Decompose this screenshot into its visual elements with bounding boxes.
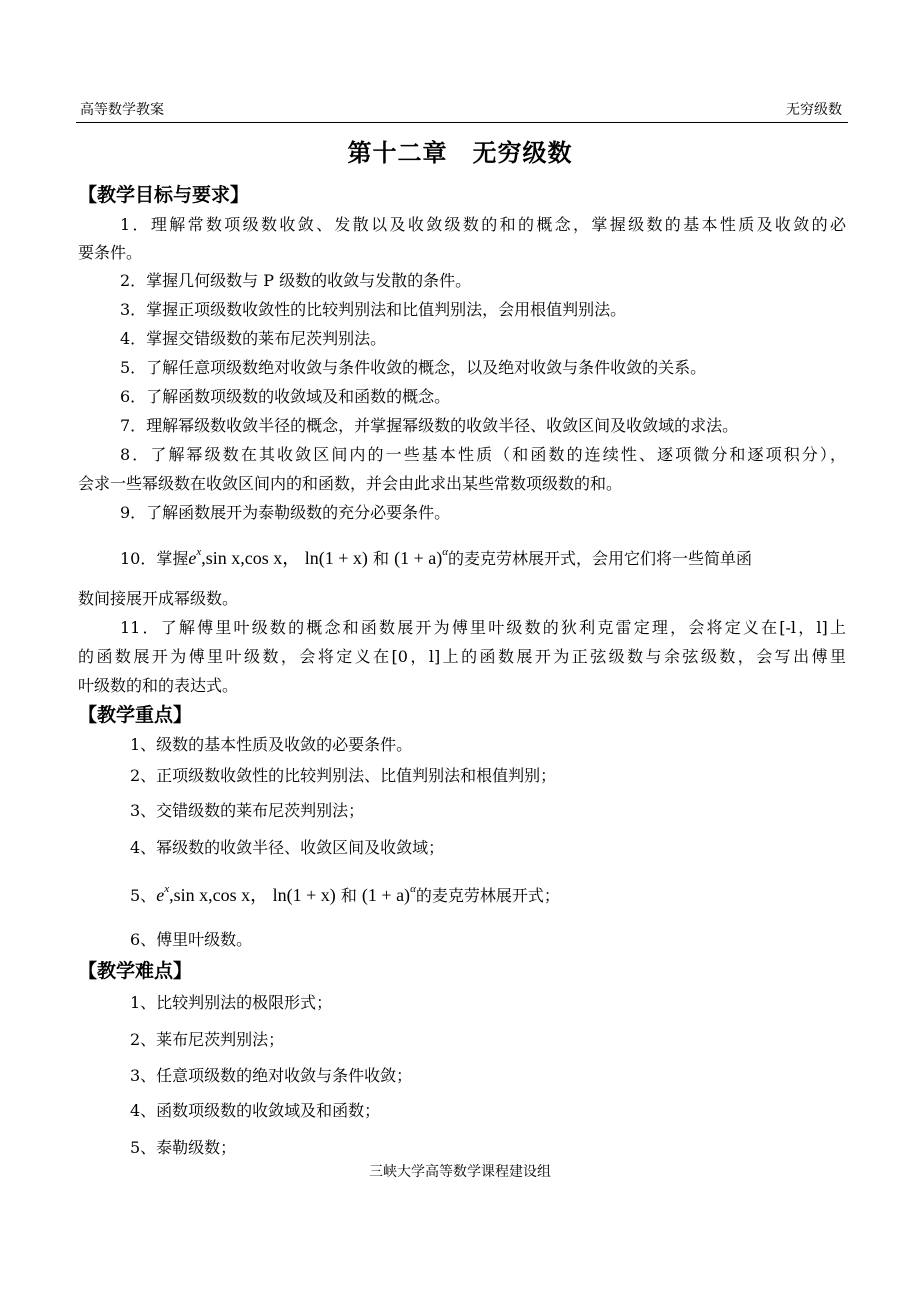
difficulty-4: 4、函数项级数的收敛域及和函数； <box>130 1101 381 1120</box>
math-sin-cos: ,sin x,cos x <box>201 548 283 568</box>
math-expansion-functions <box>188 548 368 568</box>
section-heading-objectives: 【教学目标与要求】 <box>78 184 250 206</box>
math-power-expression-2 <box>362 885 416 905</box>
objective-10-line-2: 数间接展开成幂级数。 <box>78 589 239 608</box>
section-heading-key-points: 【教学重点】 <box>78 704 193 726</box>
math-and: 和 <box>373 549 390 568</box>
key-point-1: 1、级数的基本性质及收敛的必要条件。 <box>130 735 413 754</box>
key-point-3: 3、交错级数的莱布尼茨判别法； <box>130 801 365 820</box>
objective-3: 3．掌握正项级数收敛性的比较判别法和比值判别法，会用根值判别法。 <box>120 300 627 319</box>
section-heading-difficulties: 【教学难点】 <box>78 960 193 982</box>
math-expansion-functions-2 <box>156 885 336 905</box>
math-ln-2: ln(1 + x) <box>272 885 336 905</box>
math-e-exponent-2: x <box>164 883 170 895</box>
objective-4: 4．掌握交错级数的莱布尼茨判别法。 <box>120 329 387 348</box>
objective-2: 2．掌握几何级数与 P 级数的收敛与发散的条件。 <box>120 271 472 290</box>
difficulty-2: 2、莱布尼茨判别法； <box>130 1030 285 1049</box>
objective-11-line-2: 的函数展开为傅里叶级数，会将定义在[0，l]上的函数展开为正弦级数与余弦级数，会写出傅里 <box>78 647 846 666</box>
objective-5: 5．了解任意项级数绝对收敛与条件收敛的概念，以及绝对收敛与条件收敛的关系。 <box>120 358 707 377</box>
objective-10-prefix: 10．掌握 <box>120 549 189 568</box>
objective-10-line-1 <box>120 543 752 570</box>
key-point-5-prefix: 5、 <box>130 886 157 905</box>
objective-9: 9．了解函数展开为泰勒级数的充分必要条件。 <box>120 503 451 522</box>
math-e: e <box>188 548 197 568</box>
objective-7: 7．理解幂级数收敛半径的概念，并掌握幂级数的收敛半径、收敛区间及收敛域的求法。 <box>120 416 739 435</box>
page-header <box>76 100 848 123</box>
math-power-base: (1 + a) <box>394 548 443 568</box>
math-separator: ， <box>282 548 301 568</box>
key-point-6: 6、傅里叶级数。 <box>130 930 253 949</box>
objective-8-line-2: 会求一些幂级数在收敛区间内的和函数，并会由此求出某些常数项级数的和。 <box>78 474 623 493</box>
objective-1-line-1: 1．理解常数项级数收敛、发散以及收敛级数的和的概念，掌握级数的基本性质及收敛的必 <box>120 215 846 234</box>
header-right-text: 无穷级数 <box>786 102 842 118</box>
objective-1-line-2: 要条件。 <box>78 243 143 262</box>
key-point-4: 4、幂级数的收敛半径、收敛区间及收敛域； <box>130 838 445 857</box>
objective-11-line-1: 11．了解傅里叶级数的概念和函数展开为傅里叶级数的狄利克雷定理，会将定义在[-l，l]上 <box>120 618 846 637</box>
math-separator-2: ， <box>250 885 269 905</box>
page-footer: 三峡大学高等数学课程建设组 <box>369 1164 551 1180</box>
math-sin-cos-2: ,sin x,cos x <box>169 885 251 905</box>
chapter-title: 第十二章 无穷级数 <box>347 138 573 167</box>
key-point-5-suffix: 的麦克劳林展开式； <box>415 886 560 905</box>
math-power-exponent: α <box>442 546 449 558</box>
key-point-2: 2、正项级数收敛性的比较判别法、比值判别法和根值判别； <box>130 766 557 785</box>
math-power-base-2: (1 + a) <box>361 885 411 905</box>
math-power-expression <box>394 548 448 568</box>
objective-6: 6．了解函数项级数的收敛域及和函数的概念。 <box>120 387 451 406</box>
difficulty-5: 5、泰勒级数； <box>130 1138 237 1157</box>
objective-11-line-3: 叶级数的和的表达式。 <box>78 676 239 695</box>
math-and-2: 和 <box>340 886 357 905</box>
math-e-2: e <box>156 885 165 905</box>
objective-10-suffix: 的麦克劳林展开式，会用它们将一些简单函 <box>448 549 753 568</box>
math-ln: ln(1 + x) <box>304 548 368 568</box>
difficulty-3: 3、任意项级数的绝对收敛与条件收敛； <box>130 1066 413 1085</box>
objective-8-line-1: 8．了解幂级数在其收敛区间内的一些基本性质（和函数的连续性、逐项微分和逐项积分）， <box>120 445 846 464</box>
header-left-text: 高等数学教案 <box>80 102 164 118</box>
math-e-exponent: x <box>196 546 202 558</box>
key-point-5 <box>130 880 560 907</box>
math-power-exponent-2: α <box>410 883 416 895</box>
difficulty-1: 1、比较判别法的极限形式； <box>130 993 333 1012</box>
